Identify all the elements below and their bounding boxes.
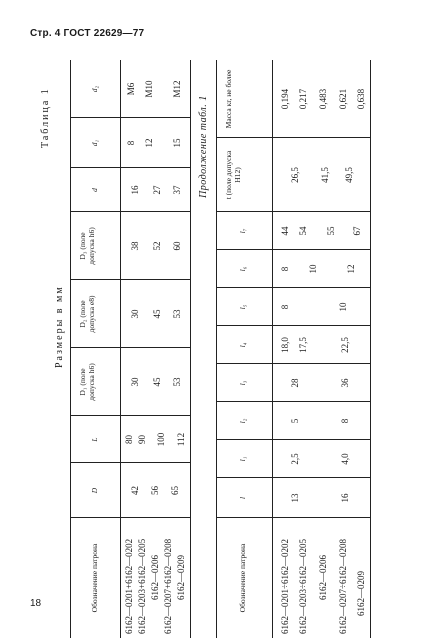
t1-head-D3: D₃ (поле допуска h6) — [78, 227, 96, 265]
t1-cell: 27 — [152, 185, 162, 195]
t2-cell: 2,5 — [290, 453, 300, 465]
t2-cell: 8 — [340, 418, 350, 424]
t2-head-l2: l₂ — [238, 418, 247, 424]
t1-row-name: 6162—0203+6162—0205 — [137, 538, 147, 634]
t2-head-l5: l₅ — [238, 304, 247, 310]
t1-cell: 52 — [152, 241, 162, 251]
t2-cell: 10 — [308, 264, 318, 274]
t2-cell: 41,5 — [320, 167, 330, 183]
t1-cell: M12 — [172, 80, 182, 98]
t1-head-d2: d₂ — [90, 85, 99, 93]
t1-row-name: 6162—0201+6162—0202 — [124, 538, 134, 634]
t1-cell: 60 — [172, 241, 182, 251]
t2-top-border — [216, 60, 217, 638]
t2-cell: 4,0 — [340, 453, 350, 465]
t2-cell: 18,0 — [280, 337, 290, 353]
t1-head-D2: D₂ (поле допуска e8) — [78, 295, 96, 333]
t1-cell: 37 — [172, 185, 182, 195]
t2-head-l3: l₃ — [238, 380, 247, 386]
t2-cell: 0,483 — [318, 88, 328, 110]
t2-cell: 54 — [298, 226, 308, 236]
page-header: Стр. 4 ГОСТ 22629—77 — [30, 28, 145, 39]
t1-head-L: L — [90, 437, 99, 442]
t1-cell: 90 — [137, 435, 147, 444]
t1-cell: 16 — [130, 185, 140, 195]
t2-row-name: 6162—0203÷6162—0205 — [298, 539, 308, 634]
t2-head-l4: l₄ — [238, 342, 247, 348]
t1-cell: 53 — [172, 377, 182, 387]
t2-row-name: 6162—0207÷6162—0208 — [338, 539, 348, 634]
t1-cell: M10 — [144, 80, 154, 98]
t2-cell: 36 — [340, 378, 350, 388]
t1-header-bottom — [120, 60, 121, 638]
t1-cell: 53 — [172, 309, 182, 319]
t2-row-name: 6162—0201÷6162—0202 — [280, 539, 290, 634]
t2-head-mass: Масса кг, не более — [224, 69, 233, 129]
t1-cell: 80 — [124, 435, 134, 444]
t1-head-d1: d₁ — [90, 139, 99, 147]
t2-bottom-border — [370, 60, 371, 638]
t1-cell: 30 — [130, 377, 140, 387]
t1-head-name: Обозначение патрона — [90, 543, 99, 613]
t1-cell: 65 — [170, 486, 180, 495]
t2-cell: 8 — [280, 304, 290, 310]
t1-top-border — [70, 60, 71, 638]
t2-cell: 0,638 — [356, 88, 366, 110]
t2-cell: 0,621 — [338, 88, 348, 110]
table1-subcaption: Размеры в мм — [54, 285, 65, 368]
t2-head-l6: l₆ — [238, 266, 247, 272]
t1-cell: 45 — [152, 309, 162, 319]
t2-head-l: l — [238, 496, 247, 500]
table2-caption: Продолжение табл. 1 — [198, 95, 209, 198]
t1-row-name: 6162—0207+6162—0208 — [163, 538, 173, 634]
page-number: 18 — [30, 598, 42, 609]
t2-cell: 8 — [280, 266, 290, 272]
t2-row-name: 6162—0209 — [356, 571, 366, 616]
t2-head-l1: l₁ — [238, 456, 247, 462]
t2-cell: 12 — [346, 264, 356, 274]
table1-caption: Таблица 1 — [40, 87, 51, 148]
t1-cell: M6 — [126, 82, 136, 96]
t2-head-name: Обозначение патрона — [238, 543, 247, 613]
t1-cell: 38 — [130, 241, 140, 251]
t1-cell: 45 — [152, 377, 162, 387]
t1-cell: 112 — [176, 432, 186, 447]
t2-cell: 0,217 — [298, 88, 308, 110]
t2-cell: 28 — [290, 378, 300, 388]
t2-cell: 16 — [340, 493, 350, 503]
t1-head-d: d — [90, 188, 99, 192]
t1-row-name: 6162—0206 — [150, 555, 160, 600]
t2-cell: 67 — [352, 226, 362, 236]
t2-cell: 17,5 — [298, 337, 308, 353]
rotated-table-area — [40, 60, 376, 638]
t2-cell: 0,194 — [280, 88, 290, 110]
t2-cell: 55 — [326, 226, 336, 236]
t1-cell: 100 — [156, 432, 166, 447]
t2-head-l7: l₇ — [238, 228, 247, 234]
t1-cell: 42 — [130, 486, 140, 495]
t2-cell: 10 — [338, 302, 348, 312]
t2-head-t: t (поле допуска H12) — [224, 150, 242, 200]
t1-cell: 8 — [126, 140, 136, 146]
t1-cell: 15 — [172, 138, 182, 148]
t1-head-D: D — [90, 487, 99, 494]
t2-cell: 26,5 — [290, 167, 300, 183]
t1-bottom-border — [190, 60, 191, 638]
t1-cell: 56 — [150, 486, 160, 495]
t2-cell: 49,5 — [344, 167, 354, 183]
t1-head-D1: D₁ (поле допуска h6) — [78, 363, 96, 401]
t2-cell: 22,5 — [340, 337, 350, 353]
t2-cell: 5 — [290, 418, 300, 424]
t2-cell: 44 — [280, 226, 290, 236]
t2-header-bottom — [272, 60, 273, 638]
t2-row-name: 6162—0206 — [318, 555, 328, 600]
t1-row-name: 6162—0209 — [176, 555, 186, 600]
t2-cell: 13 — [290, 493, 300, 503]
t1-cell: 12 — [144, 138, 154, 148]
t1-cell: 30 — [130, 309, 140, 319]
